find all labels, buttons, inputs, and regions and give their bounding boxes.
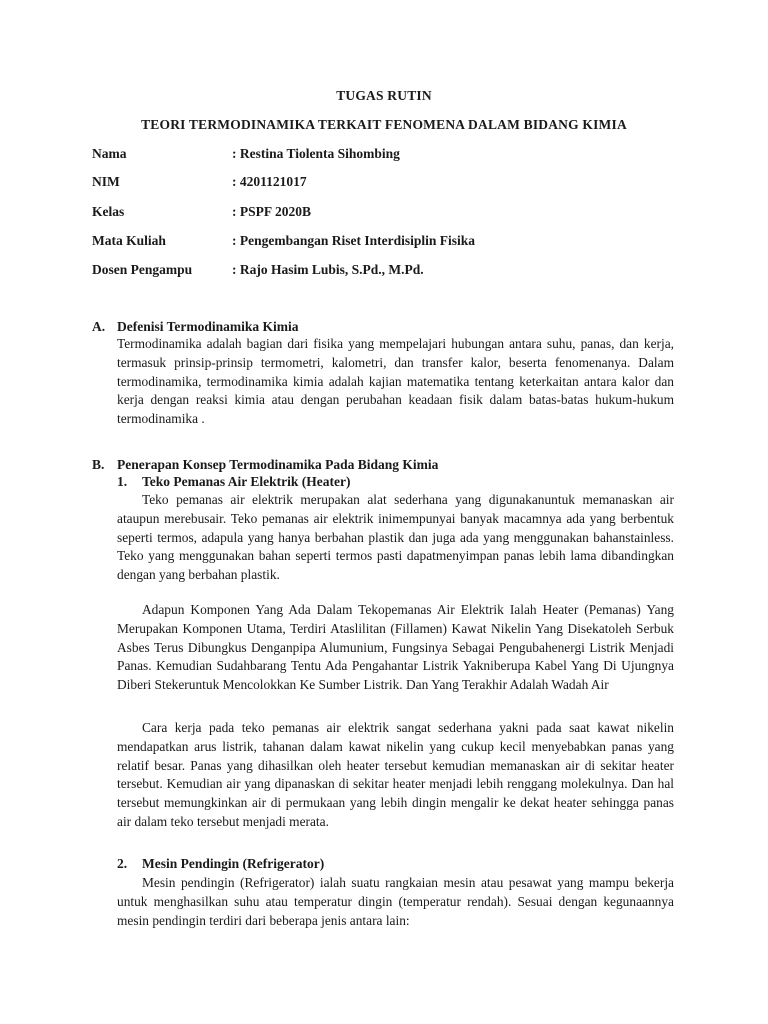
- identity-label: Mata Kuliah: [92, 233, 166, 248]
- subsection-2-heading: [117, 856, 324, 872]
- identity-value: : Pengembangan Riset Interdisiplin Fisika: [232, 233, 476, 248]
- document-title: TUGAS RUTIN: [336, 88, 432, 103]
- section-marker: A.: [92, 319, 106, 334]
- subsection-1-heading: [117, 474, 350, 490]
- refrigerator-paragraph-1: Mesin pendingin (Refrigerator) ialah suatu rangkaian mesin atau pesawat yang mampu bekerja untuk menghasilkan suhu atau temperatur dingin (temperatur rendah). Sesuai dengan kegunaannya mesin pendingin terdiri dari beberapa jenis antara lain:: [117, 875, 674, 928]
- heater-paragraph-3: Cara kerja pada teko pemanas air elektrik sangat sederhana yakni pada saat kawat nikelin mendapatkan arus listrik, tahanan dalam kawat nikelin yang cukup kecil menyebabkan panas yang relatif besar. Panas yang dihasilkan oleh heater tersebut kemudian memanaskan air di sekitar heater tersebut. Kemudian air yang dipanaskan di sekitar heater menjadi lebih renggang molekulnya. Dan hal tersebut memungkinkan air di permukaan yang lebih dingin mengalir ke dekat heater sehingga panas air dalam teko tersebut menjadi merata.: [117, 720, 674, 829]
- subsection-marker: 1.: [117, 474, 128, 489]
- identity-value: : PSPF 2020B: [232, 204, 311, 219]
- heater-paragraph-1: Teko pemanas air elektrik merupakan alat sederhana yang digunakanuntuk memanaskan air ataupun merebusair. Teko pemanas air elektrik inimempunyai banyak macamnya ada yang berbentuk seperti termos, adapula yang hanya berbahan plastik dan juga ada yang menggunakan bahanstainless. Teko yang menggunakan bahan seperti termos pasti dapatmenyimpan panas lebih lama dibandingkan dengan yang berbahan plastik.: [117, 492, 674, 583]
- identity-value: : Restina Tiolenta Sihombing: [232, 146, 400, 161]
- section-title: Defenisi Termodinamika Kimia: [117, 319, 299, 334]
- identity-value: : 4201121017: [232, 174, 307, 189]
- subsection-marker: 2.: [117, 856, 128, 871]
- document-subtitle: TEORI TERMODINAMIKA TERKAIT FENOMENA DALAM BIDANG KIMIA: [141, 117, 627, 132]
- section-a-paragraph: Termodinamika adalah bagian dari fisika yang mempelajari hubungan antara suhu, panas, dan kerja, termasuk prinsip-prinsip termometri, kalometri, dan transfer kalor, beserta fenomenanya. Dalam termodinamika, termodinamika kimia adalah kajian matematika tentang keterkaitan antara kalor dan kerja dengan reaksi kimia atau dengan perubahan keadaan fisik dalam batas-batas hukum-hukum termodinamika .: [117, 336, 674, 427]
- section-b-heading: [92, 457, 438, 473]
- identity-label: NIM: [92, 174, 120, 189]
- identity-value: : Rajo Hasim Lubis, S.Pd., M.Pd.: [232, 262, 424, 277]
- section-marker: B.: [92, 457, 105, 472]
- section-a-heading: [92, 319, 299, 335]
- heater-paragraph-2: Adapun Komponen Yang Ada Dalam Tekopemanas Air Elektrik Ialah Heater (Pemanas) Yang Merupakan Komponen Utama, Terdiri Ataslilitan (Fillamen) Kawat Nikelin Yang Disekatoleh Serbuk Asbes Terus Dibungkus Denganpipa Alumunium, Fungsinya Sebagai Pengubahenergi Listrik Menjadi Panas. Kemudian Sudahbarang Tentu Ada Pengahantar Listrik Yakniberupa Kabel Yang Di Ujungnya Diberi Stekeruntuk Mencolokkan Ke Sumber Listrik. Dan Yang Terakhir Adalah Wadah Air: [117, 602, 674, 693]
- subsection-title: Mesin Pendingin (Refrigerator): [142, 856, 325, 871]
- identity-label: Nama: [92, 146, 127, 161]
- section-title: Penerapan Konsep Termodinamika Pada Bidang Kimia: [117, 457, 439, 472]
- identity-label: Kelas: [92, 204, 125, 219]
- identity-label: Dosen Pengampu: [92, 262, 193, 277]
- subsection-title: Teko Pemanas Air Elektrik (Heater): [142, 474, 351, 489]
